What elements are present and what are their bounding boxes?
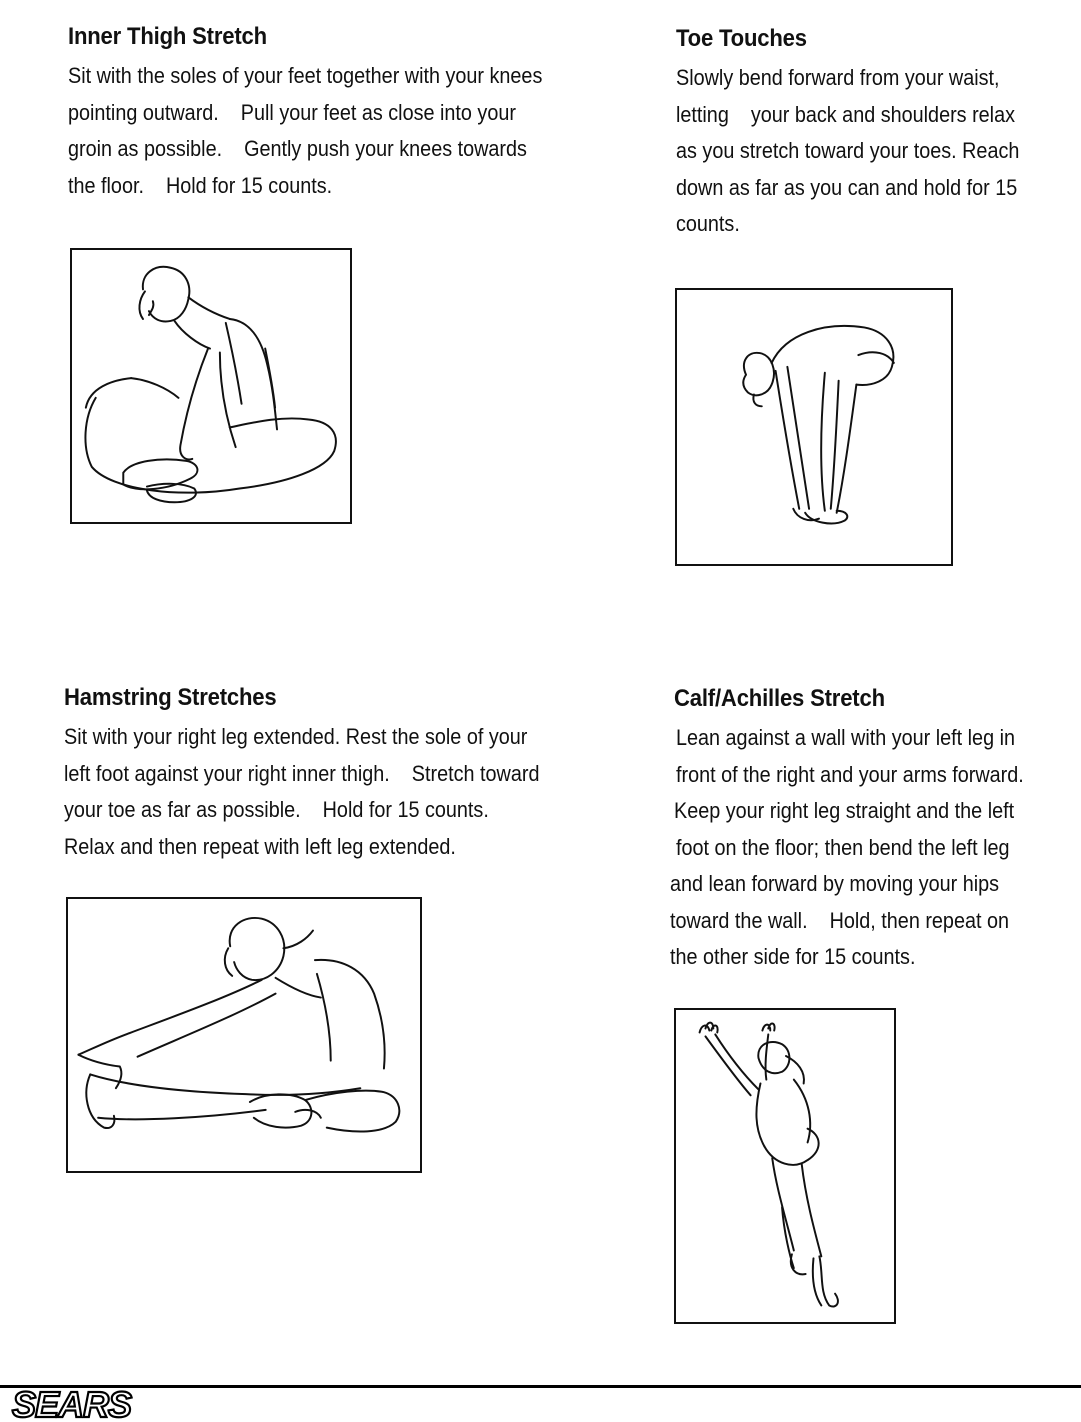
instruction-line: and lean forward by moving your hips (670, 871, 1000, 896)
instruction-line: Sit with your right leg extended. Rest the sole of your (64, 724, 528, 749)
calf-stretch-illustration (674, 1008, 896, 1324)
section-title: Inner Thigh Stretch (68, 23, 267, 50)
instruction-line: Lean against a wall with your left leg in (676, 725, 1016, 750)
instruction-line: counts. (676, 211, 740, 236)
toe-touches-illustration (675, 288, 953, 566)
instruction-line: as you stretch toward your toes. Reach (676, 138, 1020, 163)
instruction-line: left foot against your right inner thigh. Stretch toward (64, 760, 540, 786)
instruction-line: front of the right and your arms forward. (676, 761, 1024, 787)
instruction-line: Keep your right leg straight and the left (674, 798, 1015, 823)
instruction-line: foot on the floor; then bend the left leg (676, 834, 1010, 860)
instruction-line: toward the wall. Hold, then repeat on (670, 907, 1010, 933)
inner-thigh-section (68, 22, 595, 204)
section-title: Calf/Achilles Stretch (674, 685, 885, 712)
instruction-line: groin as possible. Gently push your knees towards (68, 136, 527, 161)
sears-logo (10, 1387, 160, 1421)
instruction-line: down as far as you can and hold for 15 (676, 174, 1018, 200)
section-title: Hamstring Stretches (64, 684, 277, 711)
instruction-line: letting your back and shoulders relax (676, 101, 1015, 127)
instruction-line: Relax and then repeat with left leg extended. (64, 833, 456, 859)
instruction-line: the other side for 15 counts. (670, 944, 916, 969)
hamstring-section (64, 683, 592, 865)
instruction-line: pointing outward. Pull your feet as close into your (68, 99, 516, 125)
toe-touches-section (676, 24, 1058, 243)
section-title: Toe Touches (676, 25, 807, 52)
inner-thigh-illustration (70, 248, 352, 524)
instruction-line: Slowly bend forward from your waist, (676, 65, 1000, 90)
calf-achilles-section (670, 684, 1062, 976)
footer-divider (0, 1385, 1081, 1388)
instruction-line: the floor. Hold for 15 counts. (68, 172, 333, 198)
hamstring-illustration (66, 897, 422, 1173)
instruction-line: your toe as far as possible. Hold for 15 counts. (64, 797, 489, 822)
svg-text:SEARS: SEARS (12, 1387, 132, 1421)
instruction-line: Sit with the soles of your feet together with your knees (68, 63, 543, 88)
